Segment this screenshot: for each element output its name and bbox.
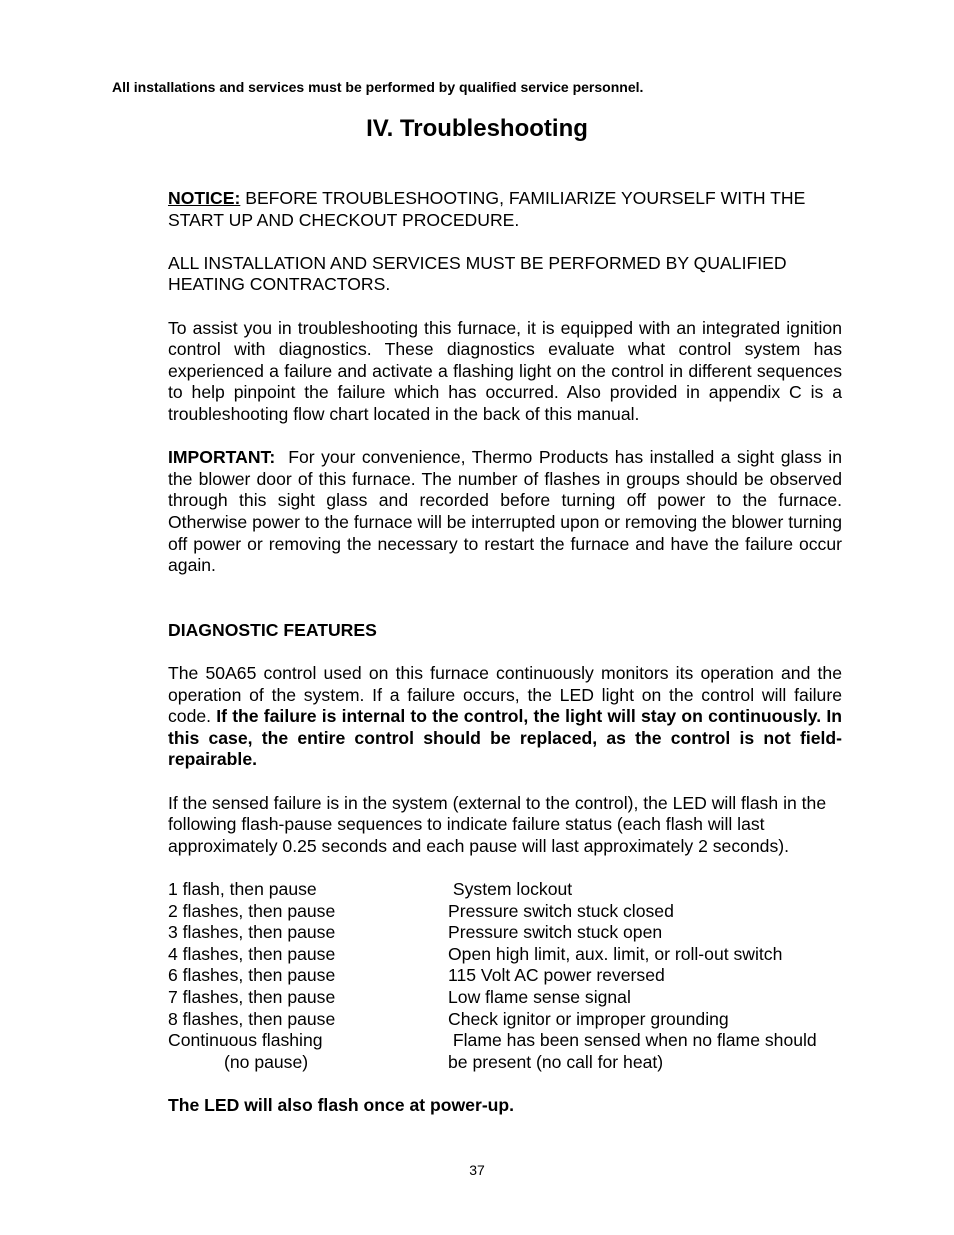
diagnostic-bold-text: If the failure is internal to the control, the light will stay on continuously. In this case, the entire control should be replaced, as the control is not field-repairable. — [168, 706, 842, 770]
flash-code-row — [168, 901, 842, 923]
installation-notice: ALL INSTALLATION AND SERVICES MUST BE PERFORMED BY QUALIFIED HEATING CONTRACTORS. — [168, 252, 787, 295]
flash-sequence: Continuous flashing — [168, 1030, 323, 1051]
assist-paragraph: To assist you in troubleshooting this furnace, it is equipped with an integrated ignition control with diagnostics. These diagnostics evaluate what control system has experienced a failure and activate a flashing light on the control in different sequences to help pinpoint the failure which has occurred. Also provided in appendix C is a troubleshooting flow chart located in the back of this manual. — [168, 317, 842, 424]
flash-code-row — [168, 922, 842, 944]
flash-meaning: Pressure switch stuck open — [448, 922, 663, 943]
flash-meaning: 115 Volt AC power reversed — [448, 965, 665, 986]
flash-sequence: 3 flashes, then pause — [168, 922, 336, 943]
flash-meaning: Check ignitor or improper grounding — [448, 1008, 729, 1029]
sensed-paragraph: If the sensed failure is in the system (external to the control), the LED will flash in the following flash-pause sequences to indicate failure status (each flash will last approximately 0.25 seconds and each pause will last approximately 2 seconds). — [168, 792, 827, 856]
flash-code-row — [168, 1052, 842, 1074]
flash-code-row — [168, 879, 842, 901]
flash-meaning: Low flame sense signal — [448, 986, 631, 1007]
flash-meaning: Open high limit, aux. limit, or roll-out switch — [448, 943, 783, 964]
flash-code-row — [168, 965, 842, 987]
flash-meaning: Flame has been sensed when no flame should — [448, 1030, 817, 1051]
flash-meaning: be present (no call for heat) — [448, 1051, 664, 1072]
diagnostic-text: The 50A65 control used on this furnace continuously monitors its operation and the operation of the system. If a failure occurs, the LED light on the control will failure code. — [168, 663, 842, 727]
flash-sequence: 6 flashes, then pause — [168, 965, 336, 986]
important-label: IMPORTANT: — [168, 447, 276, 468]
flash-code-row — [168, 1030, 842, 1052]
flash-meaning: Pressure switch stuck closed — [448, 900, 674, 921]
page-number: 37 — [469, 1162, 485, 1178]
header-safety-note: All installations and services must be performed by qualified service personnel. — [112, 79, 644, 95]
flash-code-row — [168, 944, 842, 966]
notice-paragraph — [168, 188, 842, 231]
flash-sequence: 8 flashes, then pause — [168, 1008, 336, 1029]
flash-sequence: 7 flashes, then pause — [168, 986, 336, 1007]
diagnostic-heading: DIAGNOSTIC FEATURES — [168, 619, 377, 640]
flash-code-row — [168, 987, 842, 1009]
important-text: For your convenience, Thermo Products has installed a sight glass in the blower door of this furnace. The number of flashes in groups should be observed through this sight glass and recorded before turning off power to the furnace. Otherwise power to the furnace will be interrupted upon or removing the blower turning off power or removing the necessary to restart the furnace and have the failure occur again. — [168, 447, 847, 576]
notice-text: BEFORE TROUBLESHOOTING, FAMILIARIZE YOURSELF WITH THE START UP AND CHECKOUT PROCEDURE. — [168, 188, 806, 230]
flash-sequence: 2 flashes, then pause — [168, 900, 336, 921]
flash-code-list — [168, 879, 842, 1073]
flash-code-row — [168, 1009, 842, 1031]
flash-sequence: 4 flashes, then pause — [168, 943, 336, 964]
important-paragraph — [168, 447, 847, 577]
flash-sequence: 1 flash, then pause — [168, 879, 317, 899]
power-up-note: The LED will also flash once at power-up. — [168, 1094, 515, 1115]
flash-meaning: System lockout — [448, 879, 573, 899]
notice-label: NOTICE: — [168, 188, 241, 208]
flash-sequence: (no pause) — [224, 1051, 309, 1072]
diagnostic-paragraph — [168, 663, 842, 771]
page-title: IV. Troubleshooting — [366, 115, 588, 142]
document-body — [168, 188, 847, 1117]
